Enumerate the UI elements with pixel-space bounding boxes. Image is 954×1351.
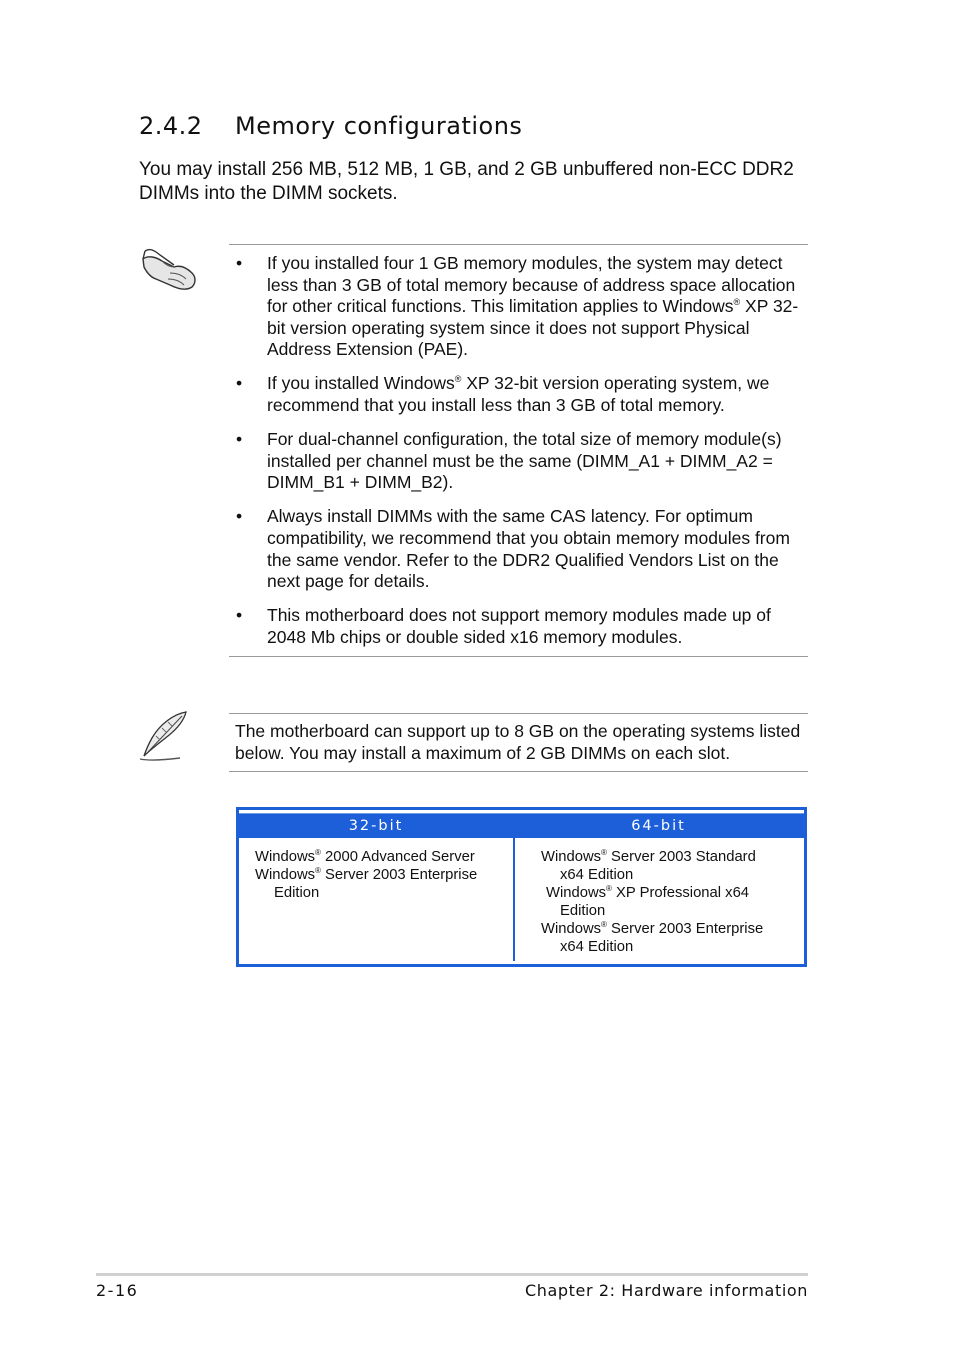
os-entry: Windows® XP Professional x64 Edition [546, 884, 750, 919]
list-item: • Always install DIMMs with the same CAS latency. For optimum compatibility, we recommend that you obtain memory modules from the same vendor. Refer to the DDR2 Qualified Vendors List on the next page for details. [229, 506, 808, 592]
os-entry: Windows® Server 2003 Enterprise x64 Edition [541, 920, 764, 955]
list-item: • If you installed four 1 GB memory modules, the system may detect less than 3 GB of total memory because of address space allocation for other critical functions. This limitation applies to Windows® XP 32-bit version operating system since it does not support Physical Address Extension (PAE). [229, 253, 808, 361]
list-item: • If you installed Windows® XP 32-bit version operating system, we recommend that you install less than 3 GB of total memory. [229, 373, 808, 416]
column-divider [513, 837, 515, 961]
os-entry: Windows® Server 2003 Standard x64 Edition [541, 848, 756, 883]
list-item: • This motherboard does not support memory modules made up of 2048 Mb chips or double sided x16 memory modules. [229, 605, 808, 648]
chapter-title: Chapter 2: Hardware information [525, 1281, 808, 1300]
important-callout [229, 244, 808, 657]
table-header-row [239, 813, 804, 838]
footer-divider [96, 1273, 808, 1276]
os-entry: Windows® Server 2003 Enterprise Edition [255, 866, 478, 901]
column-64-bit [541, 848, 801, 956]
header-32-bit: 32-bit [348, 818, 404, 834]
important-bullet-list [229, 253, 808, 661]
hand-pointer-icon [140, 245, 198, 291]
os-support-table [236, 807, 807, 967]
note-callout [229, 713, 808, 772]
os-entry: Windows® 2000 Advanced Server [255, 848, 475, 865]
column-32-bit [255, 848, 505, 902]
header-64-bit: 64-bit [631, 818, 686, 834]
intro-paragraph: You may install 256 MB, 512 MB, 1 GB, and 2 GB unbuffered non-ECC DDR2 DIMMs into the DIMM sockets. [139, 159, 794, 204]
page-number: 2-16 [96, 1281, 139, 1300]
quill-pen-icon [138, 710, 190, 762]
section-heading [139, 112, 522, 140]
section-number: 2.4.2 [139, 112, 203, 140]
list-item: • For dual-channel configuration, the total size of memory module(s) installed per channel must be the same (DIMM_A1 + DIMM_A2 = DIMM_B1 + DIMM_B2). [229, 429, 808, 494]
section-title: Memory configurations [235, 112, 523, 140]
note-text: The motherboard can support up to 8 GB on the operating systems listed below. You may install a maximum of 2 GB DIMMs on each slot. [235, 721, 801, 763]
